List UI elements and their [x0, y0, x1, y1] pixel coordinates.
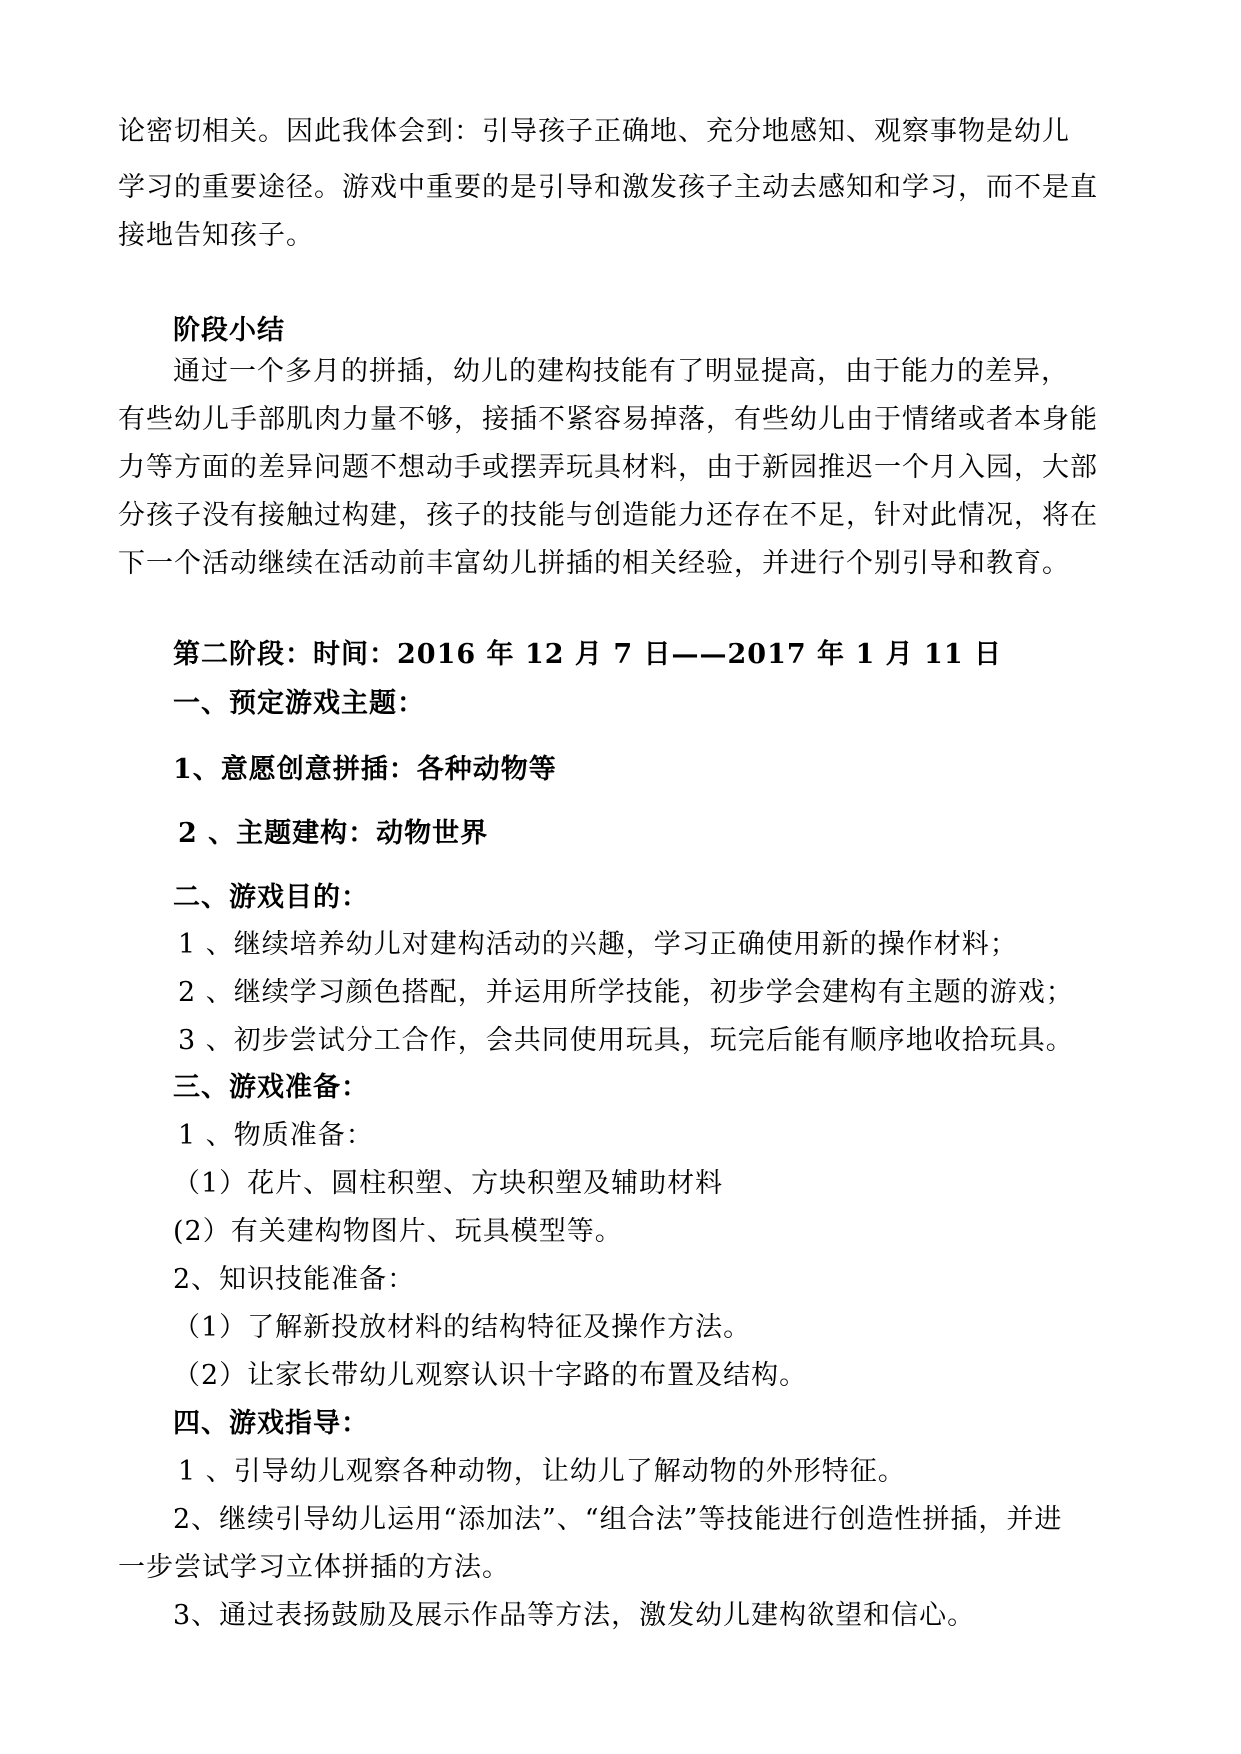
intro-line-1: 论密切相关。因此我体会到：引导孩子正确地、充分地感知、观察事物是幼儿 — [118, 116, 1070, 147]
section-1-item-1: 1、意愿创意拼插：各种动物等 — [173, 754, 557, 785]
section-2-item-3: 3 、初步尝试分工合作，会共同使用玩具，玩完后能有顺序地收拾玩具。 — [178, 1025, 1074, 1056]
section-3-item-6: （2）让家长带幼儿观察认识十字路的布置及结构。 — [173, 1360, 808, 1391]
section-3-item-4: 2、知识技能准备： — [173, 1264, 416, 1295]
summary-line-1: 通过一个多月的拼插，幼儿的建构技能有了明显提高，由于能力的差异， — [173, 356, 1069, 387]
summary-line-4: 分孩子没有接触过构建，孩子的技能与创造能力还存在不足，针对此情况，将在 — [118, 500, 1098, 531]
section-4-item-2: 2、继续引导幼儿运用“添加法”、“组合法”等技能进行创造性拼插，并进 — [173, 1504, 1063, 1535]
section-3-item-2: （1）花片、圆柱积塑、方块积塑及辅助材料 — [173, 1168, 724, 1199]
section-2-title: 二、游戏目的： — [173, 882, 369, 913]
section-1-item-2: 2 、主题建构：动物世界 — [178, 818, 489, 849]
stage-two-heading: 第二阶段：时间：2016 年 12 月 7 日——2017 年 1 月 11 日 — [173, 639, 1003, 670]
section-3-item-5: （1）了解新投放材料的结构特征及操作方法。 — [173, 1312, 752, 1343]
summary-line-5: 下一个活动继续在活动前丰富幼儿拼插的相关经验，并进行个别引导和教育。 — [118, 548, 1070, 579]
intro-line-3: 接地告知孩子。 — [118, 220, 314, 251]
summary-line-3: 力等方面的差异问题不想动手或摆弄玩具材料，由于新园推迟一个月入园，大部 — [118, 452, 1098, 483]
intro-line-2: 学习的重要途径。游戏中重要的是引导和激发孩子主动去感知和学习，而不是直 — [118, 172, 1098, 203]
section-4-title: 四、游戏指导： — [173, 1408, 369, 1439]
summary-line-2: 有些幼儿手部肌肉力量不够，接插不紧容易掉落，有些幼儿由于情绪或者本身能 — [118, 404, 1098, 435]
section-3-title: 三、游戏准备： — [173, 1072, 369, 1103]
section-4-item-3: 一步尝试学习立体拼插的方法。 — [118, 1552, 510, 1583]
summary-heading: 阶段小结 — [173, 315, 285, 346]
section-4-item-1: 1 、引导幼儿观察各种动物，让幼儿了解动物的外形特征。 — [178, 1456, 906, 1487]
section-4-item-4: 3、通过表扬鼓励及展示作品等方法，激发幼儿建构欲望和信心。 — [173, 1600, 976, 1631]
section-1-title: 一、预定游戏主题： — [173, 688, 425, 719]
section-2-item-2: 2 、继续学习颜色搭配，并运用所学技能，初步学会建构有主题的游戏； — [178, 977, 1074, 1008]
section-2-item-1: 1 、继续培养幼儿对建构活动的兴趣，学习正确使用新的操作材料； — [178, 929, 1018, 960]
section-3-item-3: (2）有关建构物图片、玩具模型等。 — [173, 1216, 623, 1247]
section-3-item-1: 1 、物质准备： — [178, 1120, 374, 1151]
